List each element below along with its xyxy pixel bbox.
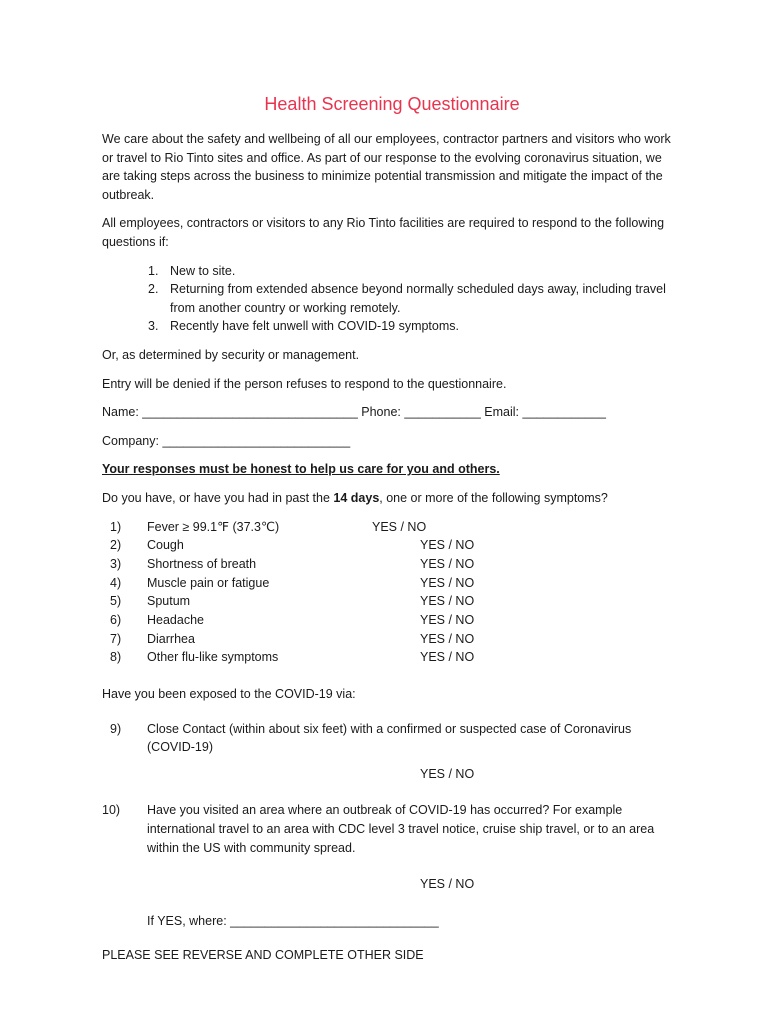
list-item [102, 280, 682, 317]
yes-no-answer[interactable]: YES / NO [420, 538, 475, 553]
symptom-number: 3) [110, 556, 122, 571]
questionnaire-page [102, 92, 682, 965]
symptom-question [102, 489, 682, 508]
symptom-number: 5) [110, 594, 122, 609]
list-item-number: 3. [148, 319, 159, 334]
symptom-label: Shortness of breath [147, 556, 257, 571]
exposure-intro: Have you been exposed to the COVID-19 via: [102, 687, 356, 701]
symptom-row-sputum [102, 592, 682, 611]
list-item-number: 1. [148, 263, 159, 278]
symptom-label: Sputum [147, 594, 191, 609]
yes-no-answer[interactable]: YES / NO [420, 631, 475, 646]
question-10 [102, 801, 682, 857]
intro-paragraph-1: We care about the safety and wellbeing of all our employees, contractor partners and visitors who work or travel to Rio Tinto sites and office. As part of our response to the evolving coronavirus situation, we are taking steps across the business to minimize potential transmission and mitigate the impact of the outbreak. [102, 132, 671, 202]
company-field-line[interactable]: Company: ___________________________ [102, 433, 351, 448]
symptom-label: Cough [147, 538, 184, 553]
intro-paragraph-3: Or, as determined by security or management. [102, 347, 360, 362]
symptom-label: Fever ≥ 99.1℉ (37.3℃) [147, 519, 280, 534]
conditions-list [102, 262, 682, 336]
list-item [102, 262, 682, 281]
symptom-question-bold: 14 days [333, 490, 380, 505]
footer-note: PLEASE SEE REVERSE AND COMPLETE OTHER SIDE [102, 948, 424, 963]
symptom-label: Headache [147, 612, 204, 627]
honesty-note: Your responses must be honest to help us care for you and others. [102, 462, 500, 477]
question-9 [102, 720, 682, 757]
intro-paragraph-2: All employees, contractors or visitors to any Rio Tinto facilities are required to respond to the following questions if: [102, 216, 665, 249]
symptom-row-diarrhea [102, 630, 682, 649]
if-yes-where-field[interactable]: If YES, where: ______________________________ [147, 913, 439, 928]
question-number: 10) [102, 803, 121, 818]
symptom-row-fever [102, 518, 682, 537]
contact-fields-line[interactable]: Name: _______________________________ Phone: ___________ Email: ____________ [102, 405, 606, 420]
symptom-label: Diarrhea [147, 631, 195, 646]
symptom-row-muscle-pain [102, 574, 682, 593]
question-text: Close Contact (within about six feet) with a confirmed or suspected case of Coronavirus (COVID-19) [147, 721, 632, 755]
symptom-number: 4) [110, 575, 122, 590]
yes-no-answer[interactable]: YES / NO [420, 650, 475, 665]
symptom-question-before: Do you have, or have you had in past the [102, 490, 334, 505]
yes-no-answer[interactable]: YES / NO [420, 766, 475, 781]
symptom-number: 1) [110, 519, 122, 534]
list-item [102, 317, 682, 336]
yes-no-answer[interactable]: YES / NO [420, 575, 475, 590]
symptom-list [102, 518, 682, 668]
yes-no-answer[interactable]: YES / NO [420, 612, 475, 627]
list-item-text: New to site. [170, 263, 236, 278]
question-number: 9) [110, 721, 122, 736]
yes-no-answer[interactable]: YES / NO [420, 556, 475, 571]
yes-no-answer[interactable]: YES / NO [372, 519, 427, 534]
question-text: Have you visited an area where an outbreak of COVID-19 has occurred? For example international travel to an area with CDC level 3 travel notice, cruise ship travel, or to an area within the US with community spread. [147, 803, 655, 855]
list-item-text: Returning from extended absence beyond normally scheduled days away, including travel from another country or working remotely. [170, 282, 666, 315]
symptom-number: 8) [110, 650, 122, 665]
symptom-number: 2) [110, 538, 122, 553]
symptom-row-cough [102, 536, 682, 555]
symptom-row-shortness-of-breath [102, 555, 682, 574]
symptom-number: 6) [110, 612, 122, 627]
symptom-row-other [102, 648, 682, 667]
symptom-number: 7) [110, 631, 122, 646]
list-item-number: 2. [148, 282, 159, 297]
page-title: Health Screening Questionnaire [264, 94, 520, 114]
symptom-label: Other flu-like symptoms [147, 650, 279, 665]
yes-no-answer[interactable]: YES / NO [420, 594, 475, 609]
symptom-question-after: , one or more of the following symptoms? [379, 490, 608, 505]
intro-paragraph-4: Entry will be denied if the person refuses to respond to the questionnaire. [102, 376, 507, 391]
symptom-label: Muscle pain or fatigue [147, 575, 270, 590]
yes-no-answer[interactable]: YES / NO [420, 877, 475, 892]
symptom-row-headache [102, 611, 682, 630]
list-item-text: Recently have felt unwell with COVID-19 symptoms. [170, 319, 459, 334]
